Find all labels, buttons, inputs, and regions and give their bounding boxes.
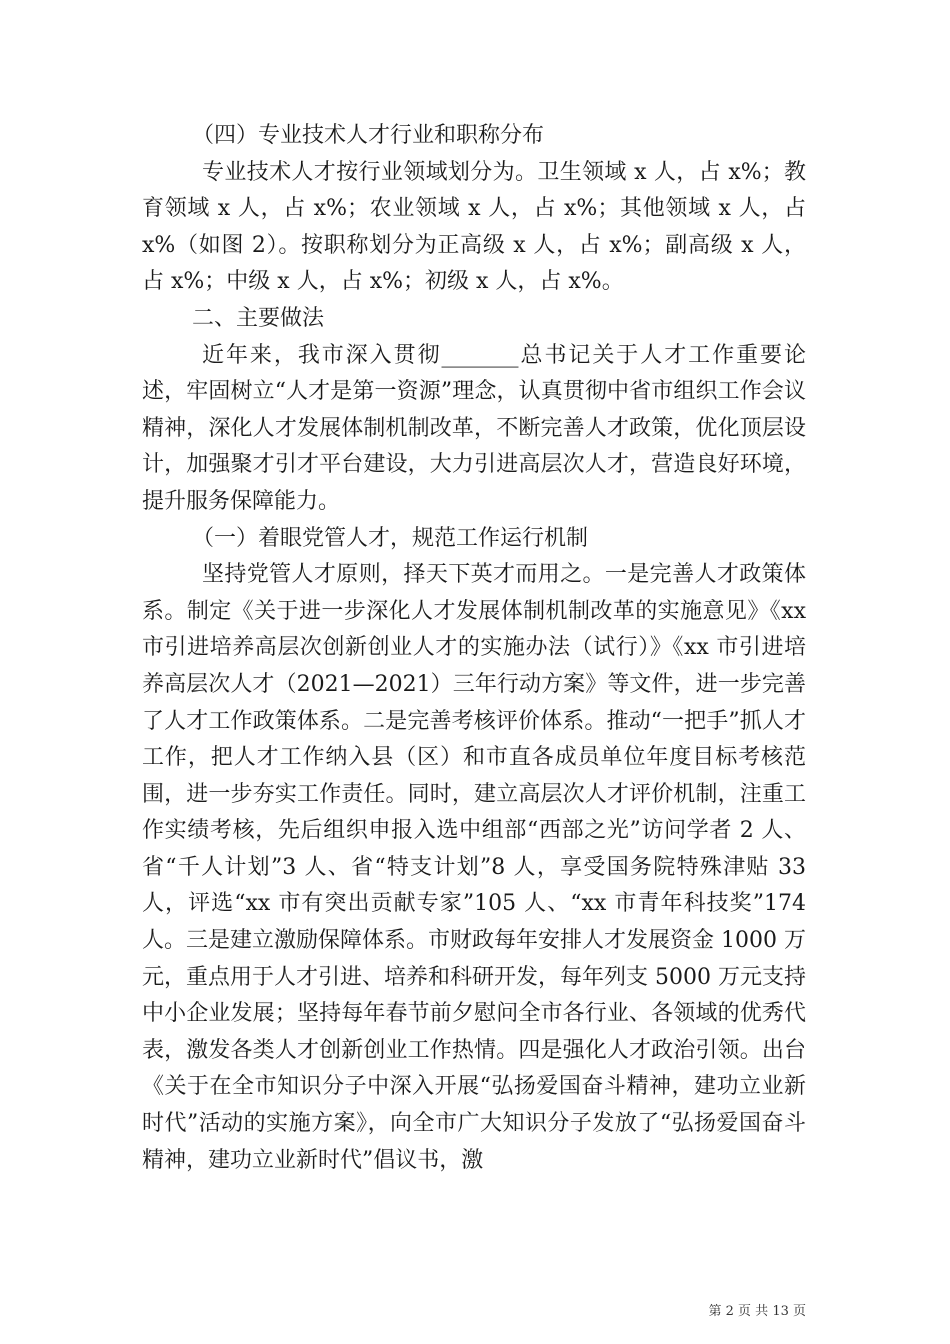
section-heading-4: （四）专业技术人才行业和职称分布 — [192, 123, 545, 148]
paragraph-intro: 近年来，我市深入贯彻_______总书记关于人才工作重要论述，牢固树立“人才是第一资源”理念，认真贯彻中省市组织工作会议精神，深化人才发展体制机制改革，不断完善人才政策，优化顶层设计，加强聚才引才平台建设，大力引进高层次人才，营造良好环境，提升服务保障能力。 — [142, 342, 806, 514]
section-heading-1: （一）着眼党管人才，规范工作运行机制 — [192, 525, 589, 551]
document-body — [142, 118, 806, 1179]
section-heading-main-practices: 二、主要做法 — [192, 305, 325, 331]
paragraph-party-talent: 坚持党管人才原则，择天下英才而用之。一是完善人才政策体系。制定《关于进一步深化人才发展体制机制改革的实施意见》《xx 市引进培养高层次创新创业人才的实施办法（试行）》《xx 市引进培养高层次人才（2021—2021）三年行动方案》等文件，进一步完善了人才工作政策体系。二是完善考核评价体系。推动“一把手”抓人才工作，把人才工作纳入县（区）和市直各成员单位年度目标考核范围，进一步夯实工作责任。同时，建立高层次人才评价机制，注重工作实绩考核，先后组织申报入选中组部“西部之光”访问学者 2 人、省“千人计划”3 人、省“特支计划”8 人，享受国务院特殊津贴 33 人，评选“xx 市有突出贡献专家”105 人、“xx 市青年科技奖”174 人。三是建立激励保障体系。市财政每年安排人才发展资金 1000 万元，重点用于人才引进、培养和科研开发，每年列支 5000 万元支持中小企业发展；坚持每年春节前夕慰问全市各行业、各领域的优秀代表，激发各类人才创新创业工作热情。四是强化人才政治引领。出台《关于在全市知识分子中深入开展“弘扬爱国奋斗精神，建功立业新时代”活动的实施方案》，向全市广大知识分子发放了“弘扬爱国奋斗精神，建功立业新时代”倡议书，激 — [142, 562, 806, 1173]
page-number: 第 2 页 共 13 页 — [708, 1304, 806, 1319]
paragraph-distribution: 专业技术人才按行业领域划分为。卫生领域 x 人，占 x%；教育领域 x 人，占 x%；农业领域 x 人，占 x%；其他领域 x 人，占 x%（如图 2）。按职称划分为正高级 x 人，占 x%；副高级 x 人，占 x%；中级 x 人，占 x%；初级 x 人，占 x%。 — [142, 159, 806, 295]
